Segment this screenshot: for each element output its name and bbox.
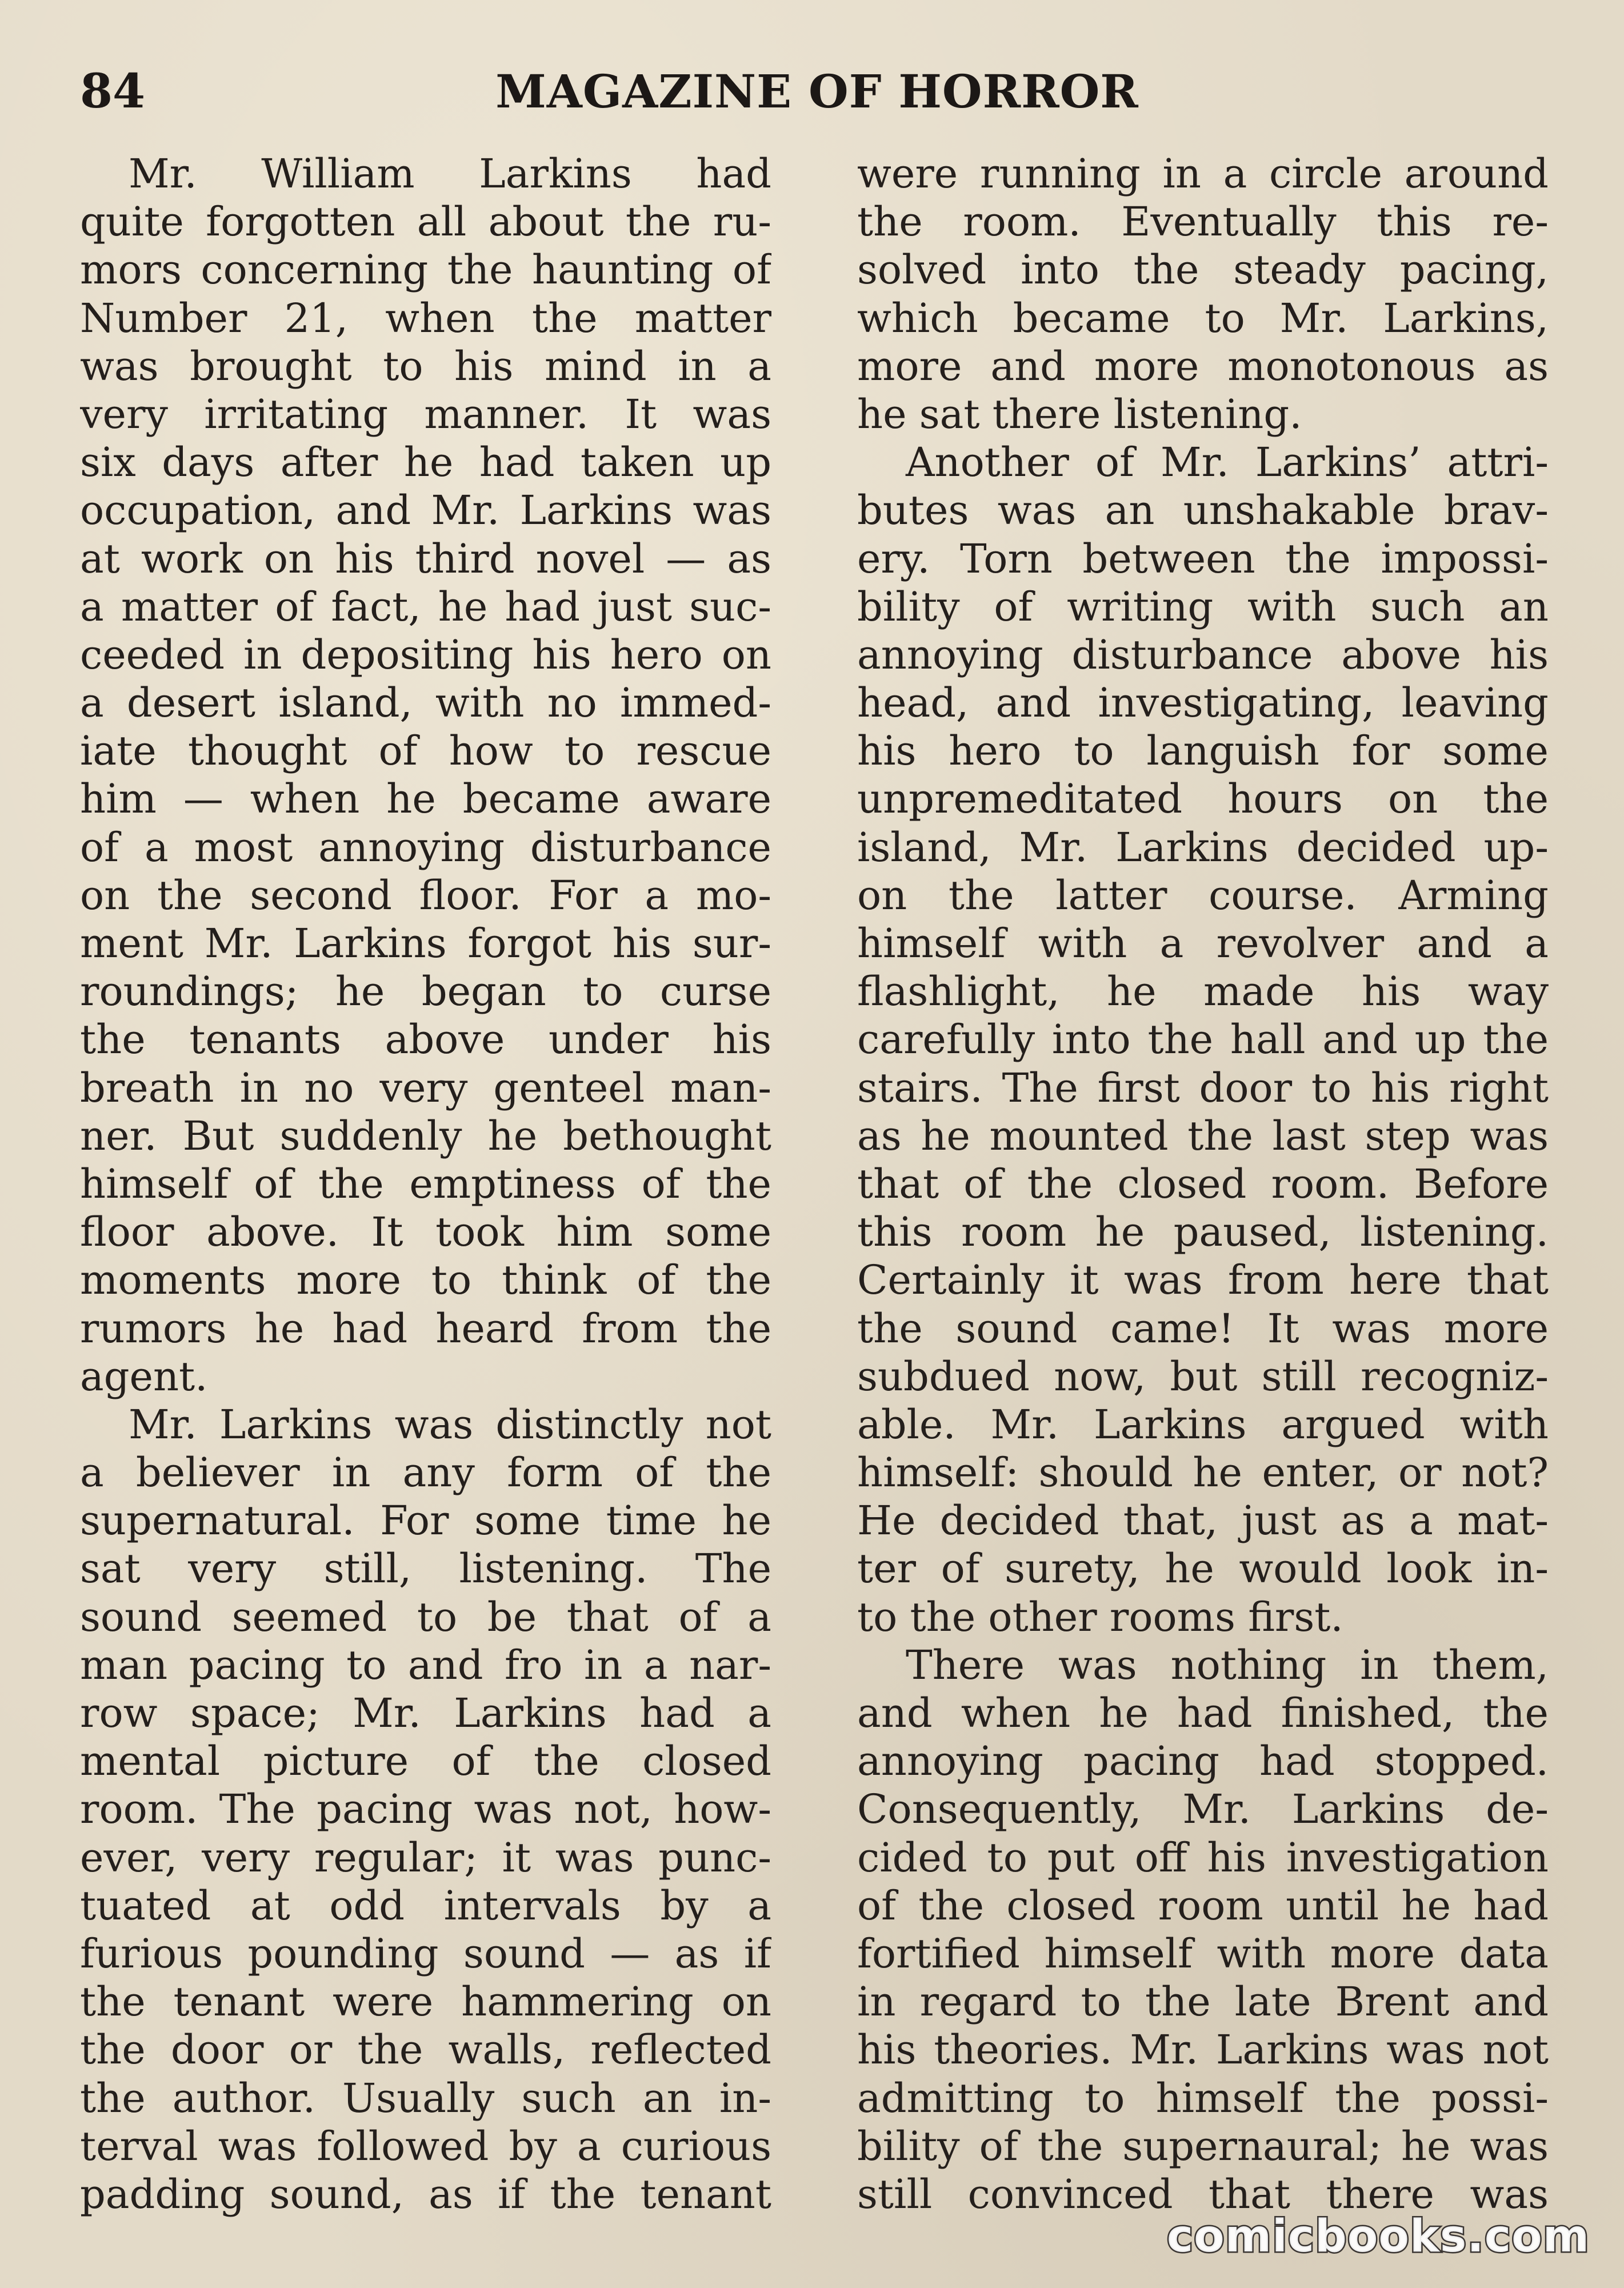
text-line: this room he paused, listening. (857, 1209, 1549, 1256)
text-line: the tenants above under his (80, 1016, 771, 1063)
text-line: ment Mr. Larkins forgot his sur- (80, 920, 771, 967)
text-line: agent. (80, 1353, 208, 1400)
text-line: mental picture of the closed (80, 1738, 771, 1785)
text-line: Consequently, Mr. Larkins de- (857, 1786, 1549, 1833)
text-line: the sound came! It was more (857, 1305, 1549, 1352)
text-line: sat very still, listening. The (80, 1545, 771, 1593)
text-line: at work on his third novel — as (80, 535, 771, 582)
text-line: of the closed room until he had (857, 1882, 1549, 1929)
text-line: sound seemed to be that of a (80, 1593, 771, 1641)
text-line: himself with a revolver and a (857, 920, 1549, 967)
text-line: moments more to think of the (80, 1257, 771, 1304)
text-line: himself: should he enter, or not? (857, 1449, 1549, 1497)
text-line: very irritating manner. It was (80, 390, 771, 438)
text-line: ner. But suddenly he bethought (80, 1112, 771, 1159)
text-line: furious pounding sound — as if (80, 1930, 771, 1977)
text-line: annoying pacing had stopped. (857, 1738, 1549, 1785)
text-line: his hero to languish for some (857, 727, 1549, 775)
text-line: cided to put off his investigation (857, 1834, 1549, 1881)
text-line: Another of Mr. Larkins’ attri- (906, 439, 1549, 486)
text-line: Number 21, when the matter (80, 294, 771, 342)
text-line: roundings; he began to curse (80, 968, 771, 1015)
text-line: ter of surety, he would look in- (857, 1545, 1549, 1593)
text-line: terval was followed by a curious (80, 2122, 771, 2170)
text-line: admitting to himself the possi- (857, 2074, 1549, 2122)
text-line: Mr. Larkins was distinctly not (129, 1401, 771, 1448)
text-line: padding sound, as if the tenant (80, 2170, 771, 2218)
text-line: fortified himself with more data (857, 1930, 1549, 1977)
text-line: the tenant were hammering on (80, 1978, 771, 2026)
text-line: Mr. William Larkins had (129, 150, 771, 197)
left-column (80, 150, 771, 2218)
text-line: bility of writing with such an (857, 583, 1549, 630)
text-line: iate thought of how to rescue (80, 727, 771, 775)
text-line: of a most annoying disturbance (80, 823, 771, 871)
text-line: row space; Mr. Larkins had a (80, 1690, 771, 1737)
text-line: butes was an unshakable brav- (857, 487, 1549, 534)
text-line: There was nothing in them, (906, 1641, 1549, 1689)
text-line: head, and investigating, leaving (857, 679, 1549, 727)
text-line: on the latter course. Arming (857, 871, 1549, 919)
text-line: on the second floor. For a mo- (80, 871, 771, 919)
text-line: solved into the steady pacing, (857, 246, 1549, 294)
text-line: were running in a circle around (857, 150, 1549, 197)
text-line: tuated at odd intervals by a (80, 1882, 771, 1929)
text-line: occupation, and Mr. Larkins was (80, 487, 771, 534)
text-line: ceeded in depositing his hero on (80, 631, 771, 678)
text-line: himself of the emptiness of the (80, 1160, 771, 1207)
text-line: island, Mr. Larkins decided up- (857, 823, 1549, 871)
text-line: six days after he had taken up (80, 439, 771, 486)
text-line: able. Mr. Larkins argued with (857, 1401, 1549, 1448)
text-line: in regard to the late Brent and (857, 1978, 1549, 2026)
text-line: supernatural. For some time he (80, 1497, 771, 1545)
text-line: breath in no very genteel man- (80, 1064, 771, 1111)
text-line: the door or the walls, reflected (80, 2026, 771, 2074)
watermark-logo: comicbooks.com (1166, 2211, 1590, 2262)
page-header (80, 60, 1554, 123)
text-line: a matter of fact, he had just suc- (80, 583, 771, 630)
text-line: him — when he became aware (80, 775, 771, 823)
text-line: which became to Mr. Larkins, (857, 294, 1549, 342)
text-line: annoying disturbance above his (857, 631, 1549, 678)
text-line: rumors he had heard from the (80, 1305, 771, 1352)
text-line: as he mounted the last step was (857, 1112, 1549, 1159)
text-line: to the other rooms first. (857, 1593, 1343, 1641)
text-line: carefully into the hall and up the (857, 1016, 1549, 1063)
text-line: subdued now, but still recogniz- (857, 1353, 1549, 1400)
text-line: quite forgotten all about the ru- (80, 198, 771, 246)
text-line: mors concerning the haunting of (80, 246, 771, 294)
text-line: man pacing to and fro in a nar- (80, 1641, 771, 1689)
text-line: was brought to his mind in a (80, 342, 771, 390)
text-line: he sat there listening. (857, 390, 1302, 438)
running-title: MAGAZINE OF HORROR (495, 65, 1139, 118)
text-line: the room. Eventually this re- (857, 198, 1549, 246)
right-column (857, 150, 1549, 2218)
text-line: and when he had finished, the (857, 1690, 1549, 1737)
text-line: stairs. The first door to his right (857, 1064, 1549, 1111)
text-line: room. The pacing was not, how- (80, 1786, 771, 1833)
text-line: floor above. It took him some (80, 1209, 771, 1256)
text-line: a believer in any form of the (80, 1449, 771, 1497)
page-number: 84 (80, 64, 146, 119)
text-line: a desert island, with no immed- (80, 679, 771, 727)
text-line: He decided that, just as a mat- (857, 1497, 1549, 1545)
text-line: unpremeditated hours on the (857, 775, 1549, 823)
text-line: ery. Torn between the impossi- (857, 535, 1549, 582)
text-line: Certainly it was from here that (857, 1257, 1549, 1304)
text-line: bility of the supernaural; he was (857, 2122, 1549, 2170)
text-line: flashlight, he made his way (857, 968, 1549, 1015)
text-line: that of the closed room. Before (857, 1160, 1549, 1207)
text-line: ever, very regular; it was punc- (80, 1834, 771, 1881)
text-line: more and more monotonous as (857, 342, 1549, 390)
text-line: his theories. Mr. Larkins was not (857, 2026, 1549, 2074)
text-line: still convinced that there was (857, 2170, 1549, 2218)
text-line: the author. Usually such an in- (80, 2074, 771, 2122)
